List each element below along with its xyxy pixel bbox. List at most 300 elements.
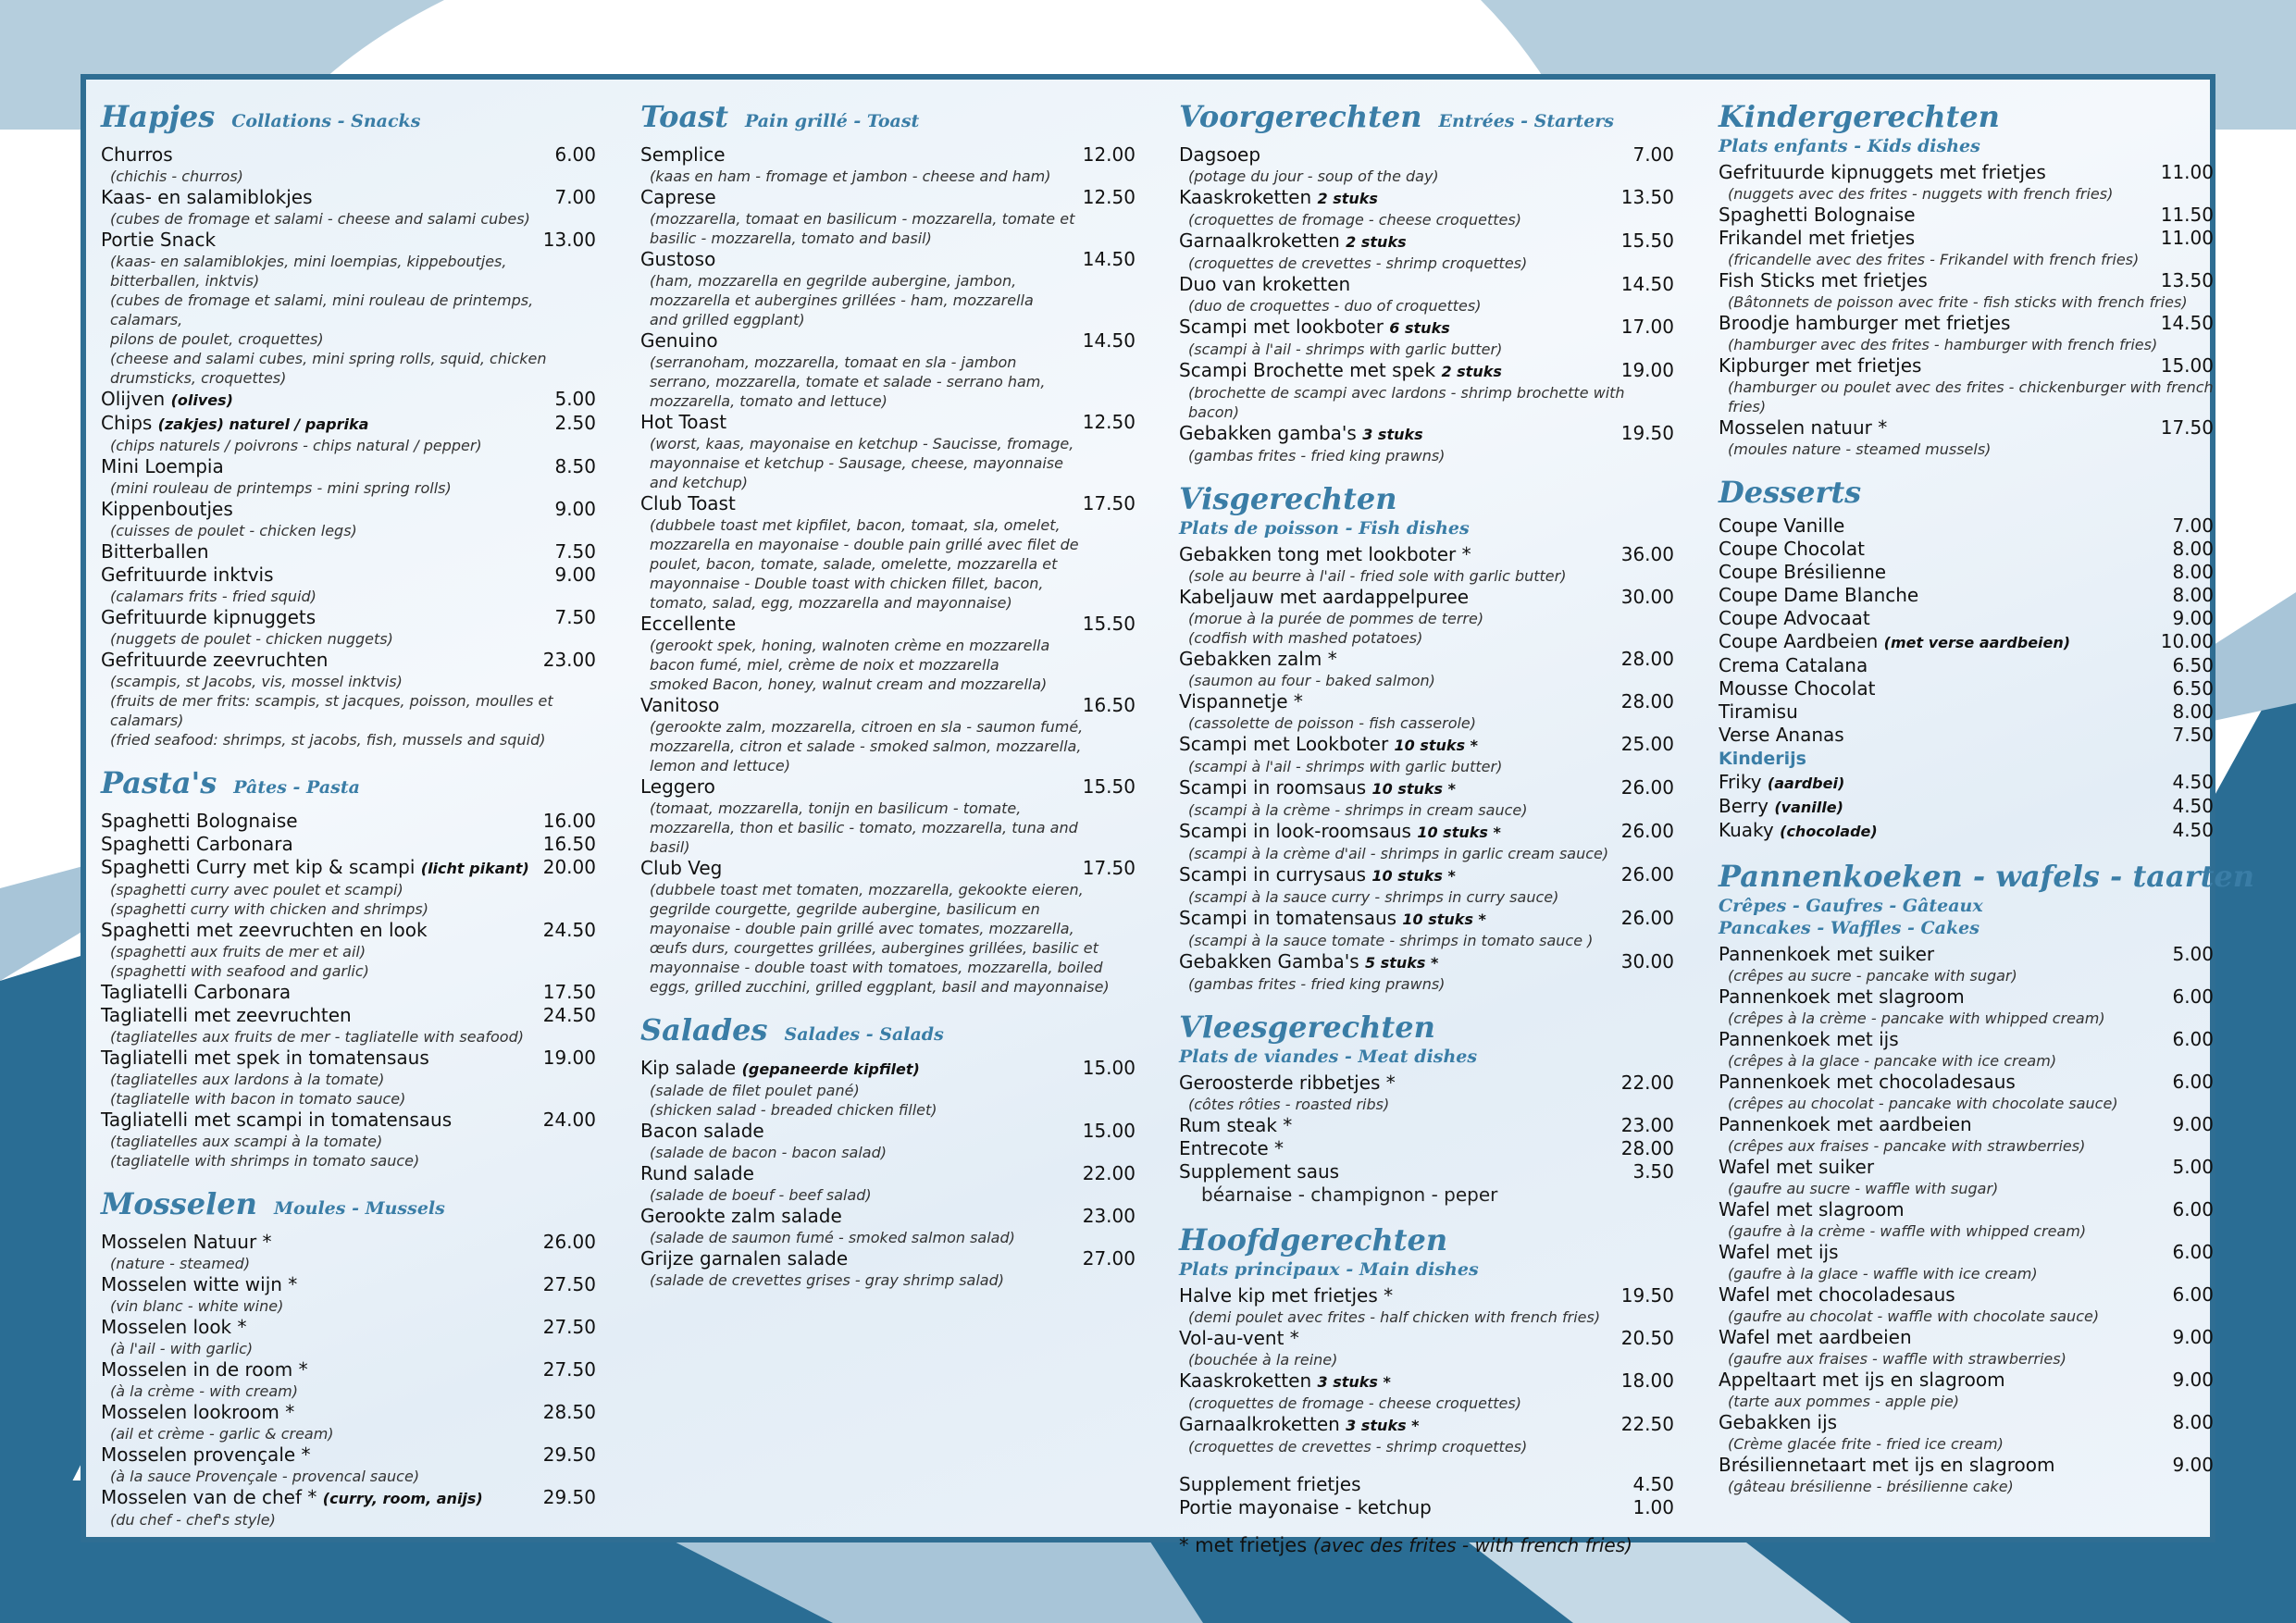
item-name-text: Gebakken ijs	[1719, 1411, 1838, 1433]
item-list	[640, 143, 1136, 997]
item-description	[640, 515, 1136, 613]
item-name	[1719, 943, 1934, 966]
item-price: 17.50	[2160, 416, 2214, 439]
item-description-line: (ham, mozzarella en gegrilde aubergine, jambon,	[650, 272, 1017, 290]
item-name	[101, 856, 529, 880]
item-price: 4.50	[2172, 771, 2214, 793]
item-description-line: (crêpes au chocolat - pancake with chocolate sauce)	[1728, 1095, 2118, 1112]
item-name-text: Semplice	[640, 143, 726, 166]
menu-panel	[81, 74, 2254, 1556]
item-name-text: Pannenkoek met ijs	[1719, 1028, 1899, 1050]
item-name	[1719, 1241, 1839, 1264]
item-description	[1719, 1349, 2214, 1369]
item-name-text: Tagliatelli Carbonara	[101, 981, 292, 1003]
menu-item	[1179, 1072, 1674, 1114]
item-list	[1719, 161, 2214, 459]
menu-item	[101, 856, 596, 919]
item-description-line: (gaufre au sucre - waffle with sugar)	[1728, 1180, 1999, 1197]
item-name	[101, 229, 216, 252]
item-description	[1179, 609, 1674, 648]
item-name	[1719, 1071, 2016, 1094]
item-list	[1179, 1284, 1674, 1519]
item-price: 2.50	[554, 412, 596, 434]
item-name	[1719, 584, 1918, 607]
item-name	[1179, 1413, 1420, 1437]
item-name	[1719, 269, 1928, 292]
item-price: 8.00	[2172, 1411, 2214, 1433]
section-title-text: Vleesgerechten	[1179, 1010, 1435, 1045]
item-price: 30.00	[1620, 950, 1674, 973]
item-name	[101, 412, 368, 436]
item-description-line: (tarte aux pommes - apple pie)	[1728, 1393, 1960, 1410]
section-subtitle: Plats enfants - Kids dishes	[1719, 136, 1980, 156]
item-price: 6.50	[2172, 654, 2214, 676]
menu-item-header	[1719, 607, 2214, 630]
item-price: 9.00	[554, 564, 596, 586]
item-name-text: Hot Toast	[640, 411, 727, 433]
item-description-line: smoked Bacon, honey, walnut cream and mozzarella)	[650, 675, 1048, 693]
item-price: 17.00	[1620, 316, 1674, 338]
item-description	[1179, 800, 1674, 820]
item-description	[101, 167, 596, 186]
item-price: 22.00	[1082, 1162, 1136, 1184]
item-name-text: Kaaskroketten	[1179, 1369, 1312, 1392]
item-list	[1719, 943, 2214, 1496]
menu-item-header	[640, 1205, 1136, 1228]
menu-item	[1179, 648, 1674, 690]
item-note: (aardbei)	[1767, 774, 1845, 792]
item-description-line: and grilled eggplant)	[650, 311, 805, 328]
menu-item-header	[640, 1247, 1136, 1270]
item-price: 12.50	[1082, 186, 1136, 208]
item-name-text: Tagliatelli met spek in tomatensaus	[101, 1047, 429, 1069]
item-name-text: Caprese	[640, 186, 716, 208]
item-name	[101, 981, 291, 1004]
item-description-line: (scampi à la crème - shrimps in cream sauce)	[1188, 801, 1528, 819]
item-description-line: (à la sauce Provençale - provencal sauce)	[110, 1468, 420, 1485]
item-name	[640, 694, 719, 717]
menu-item	[640, 411, 1136, 492]
item-description	[1179, 1307, 1674, 1327]
item-name	[101, 810, 298, 833]
item-description-line: (saumon au four - baked salmon)	[1188, 672, 1435, 689]
item-description-line: (scampi à la crème d'ail - shrimps in garlic cream sauce)	[1188, 845, 1609, 862]
menu-item-header	[1179, 690, 1674, 713]
item-description-line: gegrilde courgette, gegrilde aubergine, basilicum en	[650, 900, 1040, 918]
menu-item	[640, 1247, 1136, 1290]
item-price: 6.00	[2172, 1241, 2214, 1263]
item-price: 11.50	[2160, 204, 2214, 226]
item-description-line: (gaufre à la crème - waffle with whipped cream)	[1728, 1222, 2087, 1240]
item-description-line: (croquettes de crevettes - shrimp croquettes)	[1188, 254, 1528, 272]
menu-item-header	[101, 649, 596, 672]
menu-item-header	[101, 455, 596, 478]
menu-item-header	[1719, 269, 2214, 292]
item-description-line: (cubes de fromage et salami, mini rouleau de printemps, calamars,	[110, 291, 534, 328]
item-description	[1719, 1392, 2214, 1411]
item-description	[1719, 335, 2214, 354]
item-description-line: (cassolette de poisson - fish casserole)	[1188, 714, 1477, 732]
menu-item	[640, 1205, 1136, 1247]
menu-item	[1719, 1454, 2214, 1496]
item-name	[1179, 586, 1469, 609]
item-name	[1719, 1198, 1905, 1221]
menu-item-header	[1179, 422, 1674, 446]
menu-item	[1179, 1327, 1674, 1369]
menu-item-header	[1179, 950, 1674, 974]
item-name-text: Scampi met lookboter	[1179, 316, 1384, 338]
item-name	[1179, 543, 1471, 566]
section-title	[640, 98, 1136, 140]
item-description-line: (worst, kaas, mayonaise en ketchup - Saucisse, fromage,	[650, 435, 1074, 452]
item-description-line: (à la crème - with cream)	[110, 1382, 298, 1400]
menu-item	[101, 564, 596, 606]
item-name-text: Tagliatelli met scampi in tomatensaus	[101, 1109, 453, 1131]
item-name	[1719, 654, 1868, 677]
item-description-line: (gaufre aux fraises - waffle with strawberries)	[1728, 1350, 2066, 1368]
item-description-line: (gerookt spek, honing, walnoten crème en mozzarella	[650, 637, 1050, 654]
menu-item-header	[1719, 654, 2214, 677]
item-note: (gepaneerde kipfilet)	[741, 1060, 920, 1078]
item-name	[101, 186, 313, 209]
item-name-text: Mosselen witte wijn *	[101, 1273, 298, 1295]
item-description-line: (côtes rôties - roasted ribs)	[1188, 1096, 1390, 1113]
menu-section	[1719, 98, 2214, 459]
item-description-line: (scampi à la sauce tomate - shrimps in tomato sauce )	[1188, 932, 1594, 949]
item-description	[1719, 292, 2214, 312]
menu-item	[101, 1316, 596, 1358]
item-description	[101, 478, 596, 498]
menu-item-header	[1719, 985, 2214, 1009]
item-description	[1179, 757, 1674, 776]
item-price: 17.50	[1082, 492, 1136, 514]
item-name-text: Wafel met ijs	[1719, 1241, 1839, 1263]
item-description-line: (crêpes à la crème - pancake with whipped cream)	[1728, 1010, 2105, 1027]
item-name	[1719, 1369, 2005, 1392]
item-description-line: (gaufre à la glace - waffle with ice cream)	[1728, 1265, 2038, 1282]
item-description-line: drumsticks, croquettes)	[110, 369, 287, 387]
item-note: 5 stuks *	[1365, 954, 1439, 972]
item-name-text: Mini Loempia	[101, 455, 224, 477]
item-description-line: (gaufre au chocolat - waffle with chocolate sauce)	[1728, 1307, 2100, 1325]
item-description	[640, 1185, 1136, 1205]
menu-section	[1719, 858, 2254, 1496]
menu-item	[1719, 607, 2214, 630]
item-name-text: Garnaalkroketten	[1179, 1413, 1340, 1435]
item-price: 9.00	[2172, 1326, 2214, 1348]
menu-item	[640, 1057, 1136, 1120]
item-name	[640, 1247, 848, 1270]
item-price: 14.50	[1082, 248, 1136, 270]
item-name	[1719, 819, 1878, 843]
item-price: 19.50	[1620, 1284, 1674, 1307]
item-name-text: Portie Snack	[101, 229, 217, 251]
item-name-text: Gerookte zalm salade	[640, 1205, 842, 1227]
menu-item-header	[101, 1443, 596, 1467]
item-note: 3 stuks *	[1346, 1417, 1420, 1434]
item-name	[1179, 186, 1378, 210]
item-description-line: (spaghetti curry avec poulet et scampi)	[110, 881, 403, 898]
item-description	[1719, 1434, 2214, 1454]
item-name-text: Mousse Chocolat	[1719, 677, 1876, 700]
item-note: 10 stuks *	[1371, 780, 1456, 798]
item-description	[640, 209, 1136, 248]
item-price: 5.00	[2172, 1156, 2214, 1178]
item-name-text: Club Veg	[640, 857, 723, 879]
item-name-text: Pannenkoek met slagroom	[1719, 985, 1965, 1008]
menu-item-header	[640, 329, 1136, 353]
item-list	[101, 810, 596, 1171]
item-description	[101, 209, 596, 229]
item-description-line: (salade de saumon fumé - smoked salmon salad)	[650, 1229, 1015, 1246]
menu-item	[101, 1443, 596, 1486]
item-name-text: Gebakken tong met lookboter *	[1179, 543, 1471, 565]
menu-item	[1719, 416, 2214, 459]
item-name-text: Rund salade	[640, 1162, 754, 1184]
item-name-text: Fish Sticks met frietjes	[1719, 269, 1928, 291]
item-price: 15.50	[1082, 613, 1136, 635]
item-list	[1179, 143, 1674, 465]
item-description-line: (dubbele toast met tomaten, mozzarella, gekookte eieren,	[650, 881, 1084, 898]
item-price: 11.00	[2160, 227, 2214, 249]
menu-item	[1719, 985, 2214, 1028]
item-name	[101, 1109, 452, 1132]
item-name-text: Friky	[1719, 771, 1762, 793]
menu-item	[1179, 1473, 1674, 1496]
menu-item-header	[640, 694, 1136, 717]
item-note: 10 stuks *	[1417, 824, 1501, 841]
item-name	[101, 606, 316, 629]
item-price: 7.50	[554, 606, 596, 628]
item-name-text: Kaaskroketten	[1179, 186, 1312, 208]
item-description-line: (gâteau brésilienne - brésilienne cake)	[1728, 1478, 2014, 1495]
menu-item-header	[101, 1273, 596, 1296]
item-price: 12.50	[1082, 411, 1136, 433]
item-name-text: Crema Catalana	[1719, 654, 1868, 676]
item-name	[1179, 422, 1423, 446]
item-description-line: tomato, salad, egg, mozzarella and mayonnaise)	[650, 594, 1012, 612]
menu-item-header	[101, 606, 596, 629]
item-name-text: Scampi Brochette met spek	[1179, 359, 1436, 381]
menu-item-header	[1179, 316, 1674, 340]
menu-item	[101, 1047, 596, 1109]
menu-item-header	[101, 981, 596, 1004]
item-name	[1719, 1411, 1837, 1434]
item-description	[640, 167, 1136, 186]
item-description	[640, 1143, 1136, 1162]
item-name-text: Supplement frietjes	[1179, 1473, 1361, 1495]
item-name	[1179, 1072, 1396, 1095]
item-description-line: (nuggets avec des frites - nuggets with french fries)	[1728, 185, 2114, 203]
item-name	[1719, 354, 1921, 378]
menu-item	[1179, 273, 1674, 316]
menu-item-header	[101, 186, 596, 209]
menu-item	[1179, 690, 1674, 733]
item-price: 36.00	[1620, 543, 1674, 565]
item-name-text: Mosselen natuur *	[1719, 416, 1888, 439]
item-description-line: mozzarella, tomato and lettuce)	[650, 392, 887, 410]
item-price: 25.00	[1620, 733, 1674, 755]
menu-section	[101, 1185, 596, 1530]
menu-item	[640, 694, 1136, 775]
item-name	[1179, 1284, 1393, 1307]
item-description	[1719, 1179, 2214, 1198]
item-description-line: (croquettes de fromage - cheese croquettes)	[1188, 1394, 1521, 1412]
item-description-line: (crêpes au sucre - pancake with sugar)	[1728, 967, 2017, 985]
item-name	[1719, 795, 1843, 819]
item-description-line: mayonaise - double pain grillé avec tomates, mozzarella,	[650, 920, 1074, 937]
item-name	[640, 492, 736, 515]
item-name-text: Kip salade	[640, 1057, 737, 1079]
item-description-line: (crêpes à la glace - pancake with ice cream)	[1728, 1052, 2057, 1070]
item-list	[1719, 514, 2214, 843]
menu-item-header	[1179, 1327, 1674, 1350]
item-price: 26.00	[1620, 776, 1674, 799]
menu-item	[1719, 1028, 2214, 1071]
item-price: 4.50	[1632, 1473, 1674, 1495]
item-name-text: Berry	[1719, 795, 1769, 817]
item-name-text: Pannenkoek met aardbeien	[1719, 1113, 1972, 1135]
menu-item	[640, 1120, 1136, 1162]
item-name	[1719, 1454, 2055, 1477]
item-description-line: (demi poulet avec frites - half chicken with french fries)	[1188, 1308, 1601, 1326]
item-description	[1719, 1051, 2214, 1071]
item-description-line: (à l'ail - with garlic)	[110, 1340, 254, 1357]
item-description	[1719, 1307, 2214, 1326]
section-subtitle: Collations - Snacks	[231, 111, 421, 131]
menu-item-header	[640, 411, 1136, 434]
item-name-text: Club Toast	[640, 492, 736, 514]
item-name	[1179, 733, 1478, 757]
item-name	[1719, 312, 2010, 335]
menu-item	[1179, 950, 1674, 994]
item-description	[1719, 1477, 2214, 1496]
item-description-line: pilons de poulet, croquettes)	[110, 330, 324, 348]
item-description-line: (chips naturels / poivrons - chips natural / pepper)	[110, 437, 482, 454]
item-name-text: Gebakken zalm *	[1179, 648, 1337, 670]
menu-item	[1719, 943, 2214, 985]
item-name-text: Scampi in roomsaus	[1179, 776, 1367, 799]
item-name-text: Dagsoep	[1179, 143, 1261, 166]
item-description	[640, 799, 1136, 857]
item-price: 16.00	[542, 810, 596, 832]
menu-item	[1179, 316, 1674, 359]
item-name-text: Duo van kroketten	[1179, 273, 1351, 295]
menu-item	[640, 775, 1136, 857]
item-description	[1179, 931, 1674, 950]
menu-section	[1179, 1009, 1674, 1207]
item-name	[1179, 229, 1407, 254]
item-price: 14.50	[1620, 273, 1674, 295]
menu-item	[1719, 354, 2214, 416]
menu-item	[1719, 538, 2214, 561]
item-name	[101, 564, 274, 587]
section-title-text: Visgerechten	[1179, 481, 1397, 516]
section-subtitle: Crêpes - Gaufres - Gâteaux	[1719, 896, 1983, 916]
item-price: 26.00	[1620, 820, 1674, 842]
item-description	[101, 942, 596, 981]
item-name	[1179, 863, 1456, 887]
menu-item-header	[1719, 795, 2214, 819]
item-name-text: Coupe Aardbeien	[1719, 630, 1879, 652]
item-description-line: eggs, grilled zucchini, grilled eggplant, basil and mayonnaise)	[650, 978, 1110, 996]
item-name	[1179, 950, 1438, 974]
menu-item-header	[1719, 1198, 2214, 1221]
menu-item	[1179, 143, 1674, 186]
item-description	[1719, 1136, 2214, 1156]
menu-item-header	[101, 1316, 596, 1339]
menu-item	[1719, 514, 2214, 538]
menu-item	[640, 186, 1136, 248]
item-description	[1179, 1437, 1674, 1456]
item-name	[1179, 907, 1486, 931]
item-name-text: Bacon salade	[640, 1120, 764, 1142]
menu-item	[101, 455, 596, 498]
item-description	[640, 271, 1136, 329]
item-price: 29.50	[542, 1486, 596, 1508]
item-name-text: Olijven	[101, 388, 166, 410]
item-description	[1179, 844, 1674, 863]
menu-item-header	[640, 857, 1136, 880]
menu-item-header	[640, 775, 1136, 799]
item-price: 16.50	[1082, 694, 1136, 716]
item-description-line: (spaghetti with seafood and garlic)	[110, 962, 369, 980]
item-description-line: mayonnaise - Double toast with chicken fillet, bacon,	[650, 575, 1044, 592]
menu-item-header	[1179, 586, 1674, 609]
footnote-main: * met frietjes	[1179, 1534, 1308, 1556]
menu-item-header	[1719, 161, 2214, 184]
menu-item	[1719, 561, 2214, 584]
menu-item	[101, 1401, 596, 1443]
section-subtitle: Moules - Mussels	[273, 1198, 445, 1219]
item-name-text: Frikandel met frietjes	[1719, 227, 1916, 249]
menu-item-header	[1719, 1283, 2214, 1307]
menu-item	[640, 248, 1136, 329]
menu-item-header	[101, 1004, 596, 1027]
menu-item-header	[1719, 1071, 2214, 1094]
item-name-text: Garnaalkroketten	[1179, 229, 1340, 252]
item-name	[101, 1004, 352, 1027]
item-name-text: Scampi in tomatensaus	[1179, 907, 1397, 929]
item-description-line: (croquettes de crevettes - shrimp croquettes)	[1188, 1438, 1528, 1456]
item-name	[101, 919, 428, 942]
item-name	[1719, 771, 1844, 795]
menu-item-header	[1719, 561, 2214, 584]
item-description-line: (croquettes de fromage - cheese croquettes)	[1188, 211, 1521, 229]
item-name	[640, 1057, 920, 1081]
item-name	[101, 1273, 297, 1296]
item-price: 8.00	[2172, 561, 2214, 583]
item-name-text: Gebakken Gamba's	[1179, 950, 1359, 973]
item-description	[101, 252, 596, 388]
section-subtitle: Pâtes - Pasta	[233, 777, 360, 798]
menu-item-header	[1719, 943, 2214, 966]
item-price: 4.50	[2172, 819, 2214, 841]
menu-item-header	[101, 229, 596, 252]
item-description-line: basilic - mozzarella, tomato and basil)	[650, 229, 932, 247]
menu-item-header	[1719, 538, 2214, 561]
item-description-line: serrano, mozzarella, tomate et salade - serrano ham,	[650, 373, 1046, 390]
menu-item-header	[1719, 514, 2214, 538]
item-name-text: Kipburger met frietjes	[1719, 354, 1922, 377]
item-list	[1179, 543, 1674, 994]
item-price: 15.50	[1082, 775, 1136, 798]
menu-item	[101, 810, 596, 833]
menu-item-header	[1179, 1137, 1674, 1160]
item-price: 6.50	[2172, 677, 2214, 700]
item-price: 27.50	[542, 1316, 596, 1338]
menu-item	[1719, 161, 2214, 204]
